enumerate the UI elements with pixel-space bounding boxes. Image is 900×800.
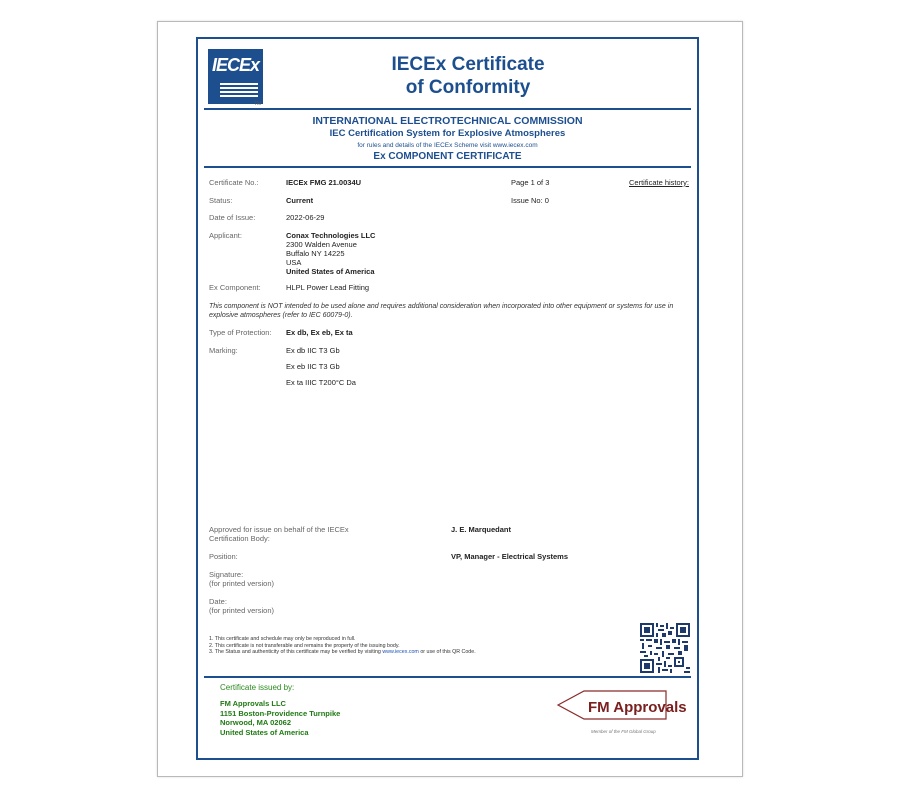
fm-approvals-logo	[556, 687, 687, 735]
certificate-page	[196, 37, 699, 760]
approval-date-label: Date: (for printed version)	[209, 597, 275, 615]
certificate-title: IECEx Certificate of Conformity	[391, 54, 545, 98]
iecex-logo	[208, 49, 263, 104]
trademark-mark: TM	[254, 101, 262, 107]
iecex-logo-lines	[220, 83, 258, 99]
applicant-street: 2300 Walden Avenue	[286, 240, 357, 249]
position-label: Position:	[209, 552, 238, 561]
approver-name: J. E. Marquedant	[451, 525, 512, 534]
signature-label: Signature: (for printed version)	[209, 570, 275, 588]
status-label: Status:	[209, 196, 233, 205]
usage-note: This component is NOT intended to be used alone and requires additional consideration when incorporated into other equipment or systems for use in explosive atmospheres (refer to IEC 60079-0).	[209, 303, 674, 319]
applicant-name: Conax Technologies LLC	[286, 231, 376, 240]
document-viewer-frame	[157, 21, 743, 777]
org-system: IEC Certification System for Explosive Atmospheres	[329, 128, 566, 139]
applicant-country: United States of America	[286, 267, 375, 276]
component-value: HLPL Power Lead Fitting	[286, 283, 370, 292]
status-value: Current	[286, 196, 314, 205]
header-divider	[204, 108, 691, 110]
cert-no-label: Certificate No.:	[209, 178, 259, 187]
svg-text:FM Approvals: FM Approvals	[588, 699, 687, 716]
org-rules-link[interactable]: for rules and details of the IECEx Scheme visit www.iecex.com	[357, 142, 538, 149]
date-label: Date of Issue:	[209, 213, 256, 222]
iecex-link[interactable]: www.iecex.com	[382, 649, 419, 655]
applicant-city: Buffalo NY 14225	[286, 249, 345, 258]
component-label: Ex Component:	[209, 283, 261, 292]
certificate-history-link[interactable]: Certificate history:	[629, 178, 690, 187]
position-value: VP, Manager - Electrical Systems	[451, 552, 569, 561]
section-divider	[204, 166, 691, 168]
applicant-label: Applicant:	[209, 231, 242, 240]
org-name: INTERNATIONAL ELECTROTECHNICAL COMMISSION	[312, 115, 583, 127]
issue-number: Issue No: 0	[511, 196, 549, 205]
certificate-type: Ex COMPONENT CERTIFICATE	[373, 151, 522, 162]
applicant-block	[286, 231, 375, 276]
marking-1: Ex db IIC T3 Gb	[286, 346, 340, 355]
protection-label: Type of Protection:	[209, 328, 272, 337]
marking-2: Ex eb IIC T3 Gb	[286, 362, 340, 371]
qr-code[interactable]	[640, 623, 690, 673]
marking-3: Ex ta IIIC T200°C Da	[286, 378, 356, 387]
footer-divider	[204, 676, 691, 678]
date-value: 2022-06-29	[286, 213, 325, 222]
applicant-country-code: USA	[286, 258, 302, 267]
iecex-logo-text: IECEx	[211, 55, 260, 75]
cert-no-value: IECEx FMG 21.0034U	[286, 178, 362, 187]
fm-logo-subtitle: Member of the FM Global Group	[591, 729, 656, 734]
footnotes: 1. This certificate and schedule may only be reproduced in full. 2. This certificate is not transferable and remains the property of the issuing body. 3. The Status and authenticity of this certificate may be verified by visiting www.iecex.com or use of this QR Code.	[209, 636, 476, 655]
issuer-address: FM Approvals LLC 1151 Boston-Providence Turnpike Norwood, MA 02062 United States of America	[220, 699, 341, 737]
page-number: Page 1 of 3	[511, 178, 550, 187]
marking-label: Marking:	[209, 346, 238, 355]
protection-value: Ex db, Ex eb, Ex ta	[286, 328, 353, 337]
approval-label: Approved for issue on behalf of the IECEx Certification Body:	[209, 525, 349, 543]
issued-by-label: Certificate issued by:	[220, 683, 295, 692]
